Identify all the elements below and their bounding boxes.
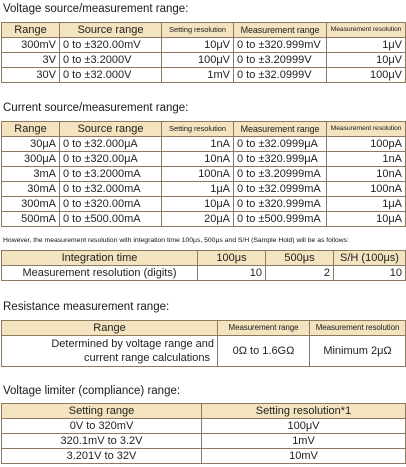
table-cell: 1nA (327, 152, 406, 167)
table-cell: 0 to ±500.999mA (234, 212, 327, 227)
table-cell: 3V (2, 53, 60, 68)
table-cell: 10 (198, 266, 266, 281)
table-cell: 0 to ±3.20999mA (234, 167, 327, 182)
table-cell: 0 to ±500.00mA (60, 212, 162, 227)
integration-note: However, the measurement resolution with integration time 100μs, 500μs and S/H (Sample Hold) will be as follows: (3, 237, 349, 244)
table-cell: 10mV (202, 449, 406, 464)
table-cell: 10 (334, 266, 406, 281)
table-cell: 0 to ±320.999mA (234, 197, 327, 212)
table-row (2, 266, 406, 281)
table-row (2, 167, 406, 182)
resistance-col-range: Range (2, 321, 218, 336)
current-table (1, 121, 406, 227)
table-cell: 100μV (327, 68, 406, 83)
table-cell: 300mA (2, 197, 60, 212)
limiter-col-setting-range: Setting range (2, 404, 202, 419)
table-cell: 20μA (162, 212, 234, 227)
integration-col-500us: 500μs (266, 251, 334, 266)
table-cell: 10μA (327, 212, 406, 227)
table-cell: 0 to ±32.000μA (60, 137, 162, 152)
table-row (2, 212, 406, 227)
table-cell: 0 to ±32.0999μA (234, 137, 327, 152)
table-row (2, 197, 406, 212)
table-cell: 10nA (327, 167, 406, 182)
resistance-col-measurement-resolution: Measurement resolution (310, 321, 406, 336)
table-cell: 0 to ±3.2000mA (60, 167, 162, 182)
table-cell: 0 to ±3.2000V (60, 53, 162, 68)
voltage-col-measurement-resolution: Measurement resolution (327, 23, 406, 38)
table-cell: 1mV (202, 434, 406, 449)
table-cell: 0 to ±320.999mV (234, 38, 327, 53)
resistance-heading: Resistance measurement range: (3, 301, 170, 313)
resistance-table (1, 320, 406, 367)
limiter-header-row (2, 404, 406, 419)
table-cell: 30μA (2, 137, 60, 152)
current-col-source-range: Source range (60, 122, 162, 137)
table-cell: Measurement resolution (digits) (2, 266, 198, 281)
table-row (2, 449, 406, 464)
table-cell: 500mA (2, 212, 60, 227)
voltage-col-setting-resolution: Setting resolution (162, 23, 234, 38)
resistance-col-measurement-range: Measurement range (218, 321, 310, 336)
table-row (2, 434, 406, 449)
table-cell: 0 to ±320.00μA (60, 152, 162, 167)
resistance-header-row (2, 321, 406, 336)
table-cell: 100μV (162, 53, 234, 68)
table-cell: 1mV (162, 68, 234, 83)
voltage-col-range: Range (2, 23, 60, 38)
table-cell: 0 to ±320.00mA (60, 197, 162, 212)
current-col-setting-resolution: Setting resolution (162, 122, 234, 137)
current-heading: Current source/measurement range: (3, 102, 189, 114)
table-cell: 30mA (2, 182, 60, 197)
table-cell: 100pA (327, 137, 406, 152)
table-row (2, 336, 406, 367)
table-cell: 100μV (202, 419, 406, 434)
voltage-col-source-range: Source range (60, 23, 162, 38)
table-row (2, 53, 406, 68)
table-cell: 30V (2, 68, 60, 83)
table-row (2, 182, 406, 197)
limiter-col-setting-resolution: Setting resolution*1 (202, 404, 406, 419)
table-cell: 300mV (2, 38, 60, 53)
current-col-measurement-range: Measurement range (234, 122, 327, 137)
table-cell: 1μV (327, 38, 406, 53)
table-row (2, 419, 406, 434)
table-row (2, 38, 406, 53)
current-col-measurement-resolution: Measurement resolution (327, 122, 406, 137)
table-cell: 0V to 320mV (2, 419, 202, 434)
table-row (2, 137, 406, 152)
voltage-table (1, 22, 406, 83)
integration-header-row (2, 251, 406, 266)
table-cell: 1μA (327, 197, 406, 212)
integration-col-100us: 100μs (198, 251, 266, 266)
table-cell: 0 to ±32.0999V (234, 68, 327, 83)
table-cell: 10μA (162, 197, 234, 212)
resistance-measurement-range: 0Ω to 1.6GΩ (218, 336, 310, 367)
table-cell: 0 to ±32.000V (60, 68, 162, 83)
current-header-row (2, 122, 406, 137)
table-cell: 0 to ±32.0999mA (234, 182, 327, 197)
integration-table (1, 250, 406, 281)
table-cell: 2 (266, 266, 334, 281)
table-cell: 0 to ±3.20999V (234, 53, 327, 68)
resistance-range-line1: Determined by voltage range and (51, 338, 214, 350)
table-row (2, 68, 406, 83)
voltage-heading: Voltage source/measurement range: (3, 3, 189, 15)
table-cell: 300μA (2, 152, 60, 167)
table-cell: 1μA (162, 182, 234, 197)
table-cell: 1nA (162, 137, 234, 152)
table-cell: 100nA (162, 167, 234, 182)
integration-col-sample-hold: S/H (100μs) (334, 251, 406, 266)
table-cell: 0 to ±320.00mV (60, 38, 162, 53)
table-cell: 10μV (162, 38, 234, 53)
integration-col-time: Integration time (2, 251, 198, 266)
resistance-range-line2: current range calculations (84, 352, 210, 364)
table-cell (2, 336, 218, 367)
table-cell: 0 to ±32.000mA (60, 182, 162, 197)
limiter-heading: Voltage limiter (compliance) range: (3, 385, 181, 397)
resistance-measurement-resolution: Minimum 2μΩ (310, 336, 406, 367)
table-row (2, 152, 406, 167)
table-cell: 10μV (327, 53, 406, 68)
table-cell: 0 to ±320.999μA (234, 152, 327, 167)
current-col-range: Range (2, 122, 60, 137)
table-cell: 100nA (327, 182, 406, 197)
table-cell: 3.201V to 32V (2, 449, 202, 464)
limiter-table (1, 403, 406, 464)
table-cell: 3mA (2, 167, 60, 182)
voltage-header-row (2, 23, 406, 38)
table-cell: 10nA (162, 152, 234, 167)
voltage-col-measurement-range: Measurement range (234, 23, 327, 38)
table-cell: 320.1mV to 3.2V (2, 434, 202, 449)
